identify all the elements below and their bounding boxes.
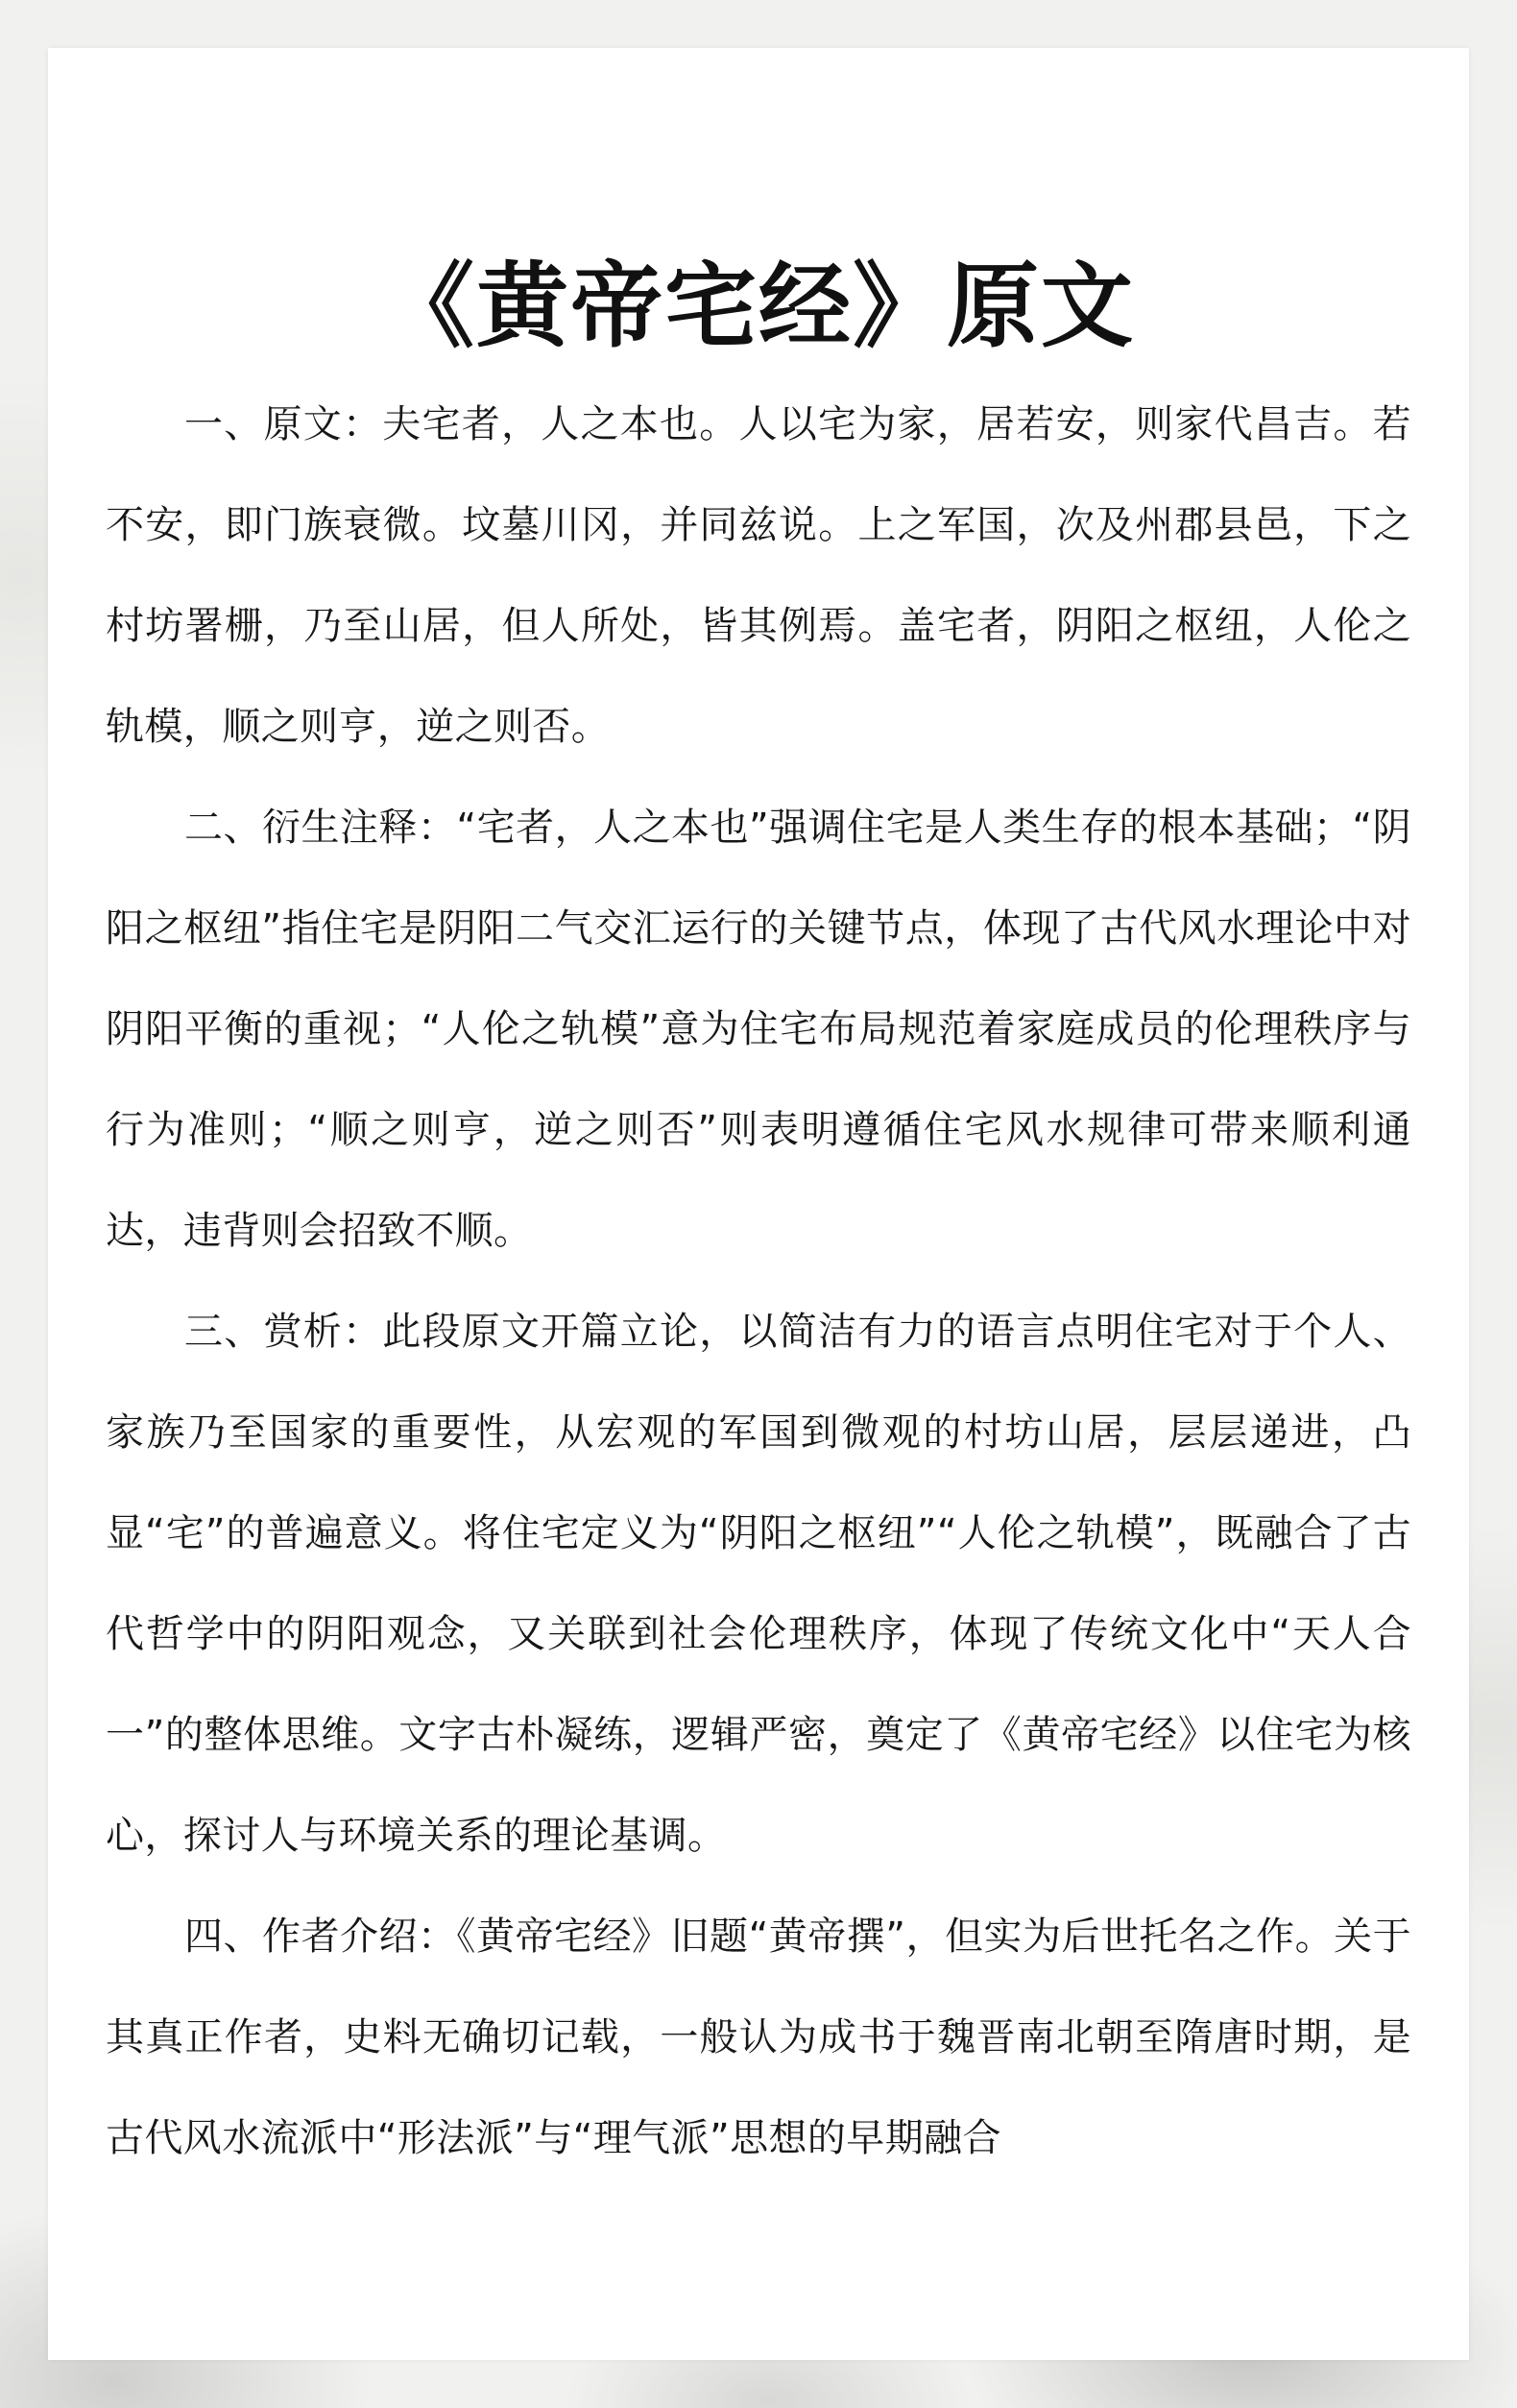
paragraph-author-intro: 四、作者介绍：《黄帝宅经》旧题“黄帝撰”，但实为后世托名之作。关于其真正作者，史料无确切记载，一般认为成书于魏晋南北朝至隋唐时期，是古代风水流派中“形法派”与“理气派”思想的早期融合 [106, 1914, 1411, 2160]
paragraph-annotation: 二、衍生注释：“宅者，人之本也”强调住宅是人类生存的根本基础；“阴阳之枢纽”指住宅是阴阳二气交汇运行的关键节点，体现了古代风水理论中对阴阳平衡的重视；“人伦之轨模”意为住宅布局规范着家庭成员的伦理秩序与行为准则；“顺之则亨，逆之则否”则表明遵循住宅风水规律可带来顺利通达，违背则会招致不顺。 [106, 806, 1411, 1253]
document-body [106, 374, 1411, 2189]
document-title: 《黄帝宅经》原文 [382, 253, 1135, 361]
paragraph-original-text: 一、原文：夫宅者，人之本也。人以宅为家，居若安，则家代昌吉。若不安，即门族衰微。坟墓川冈，并同兹说。上之军国，次及州郡县邑，下之村坊署栅，乃至山居，但人所处，皆其例焉。盖宅者，阴阳之枢纽，人伦之轨模，顺之则亨，逆之则否。 [106, 402, 1411, 749]
paragraph-appreciation: 三、赏析：此段原文开篇立论，以简洁有力的语言点明住宅对于个人、家族乃至国家的重要性，从宏观的军国到微观的村坊山居，层层递进，凸显“宅”的普遍意义。将住宅定义为“阴阳之枢纽”“人伦之轨模”，既融合了古代哲学中的阴阳观念，又关联到社会伦理秩序，体现了传统文化中“天人合一”的整体思维。文字古朴凝练，逻辑严密，奠定了《黄帝宅经》以住宅为核心，探讨人与环境关系的理论基调。 [106, 1310, 1411, 1858]
document-page [48, 48, 1469, 2360]
